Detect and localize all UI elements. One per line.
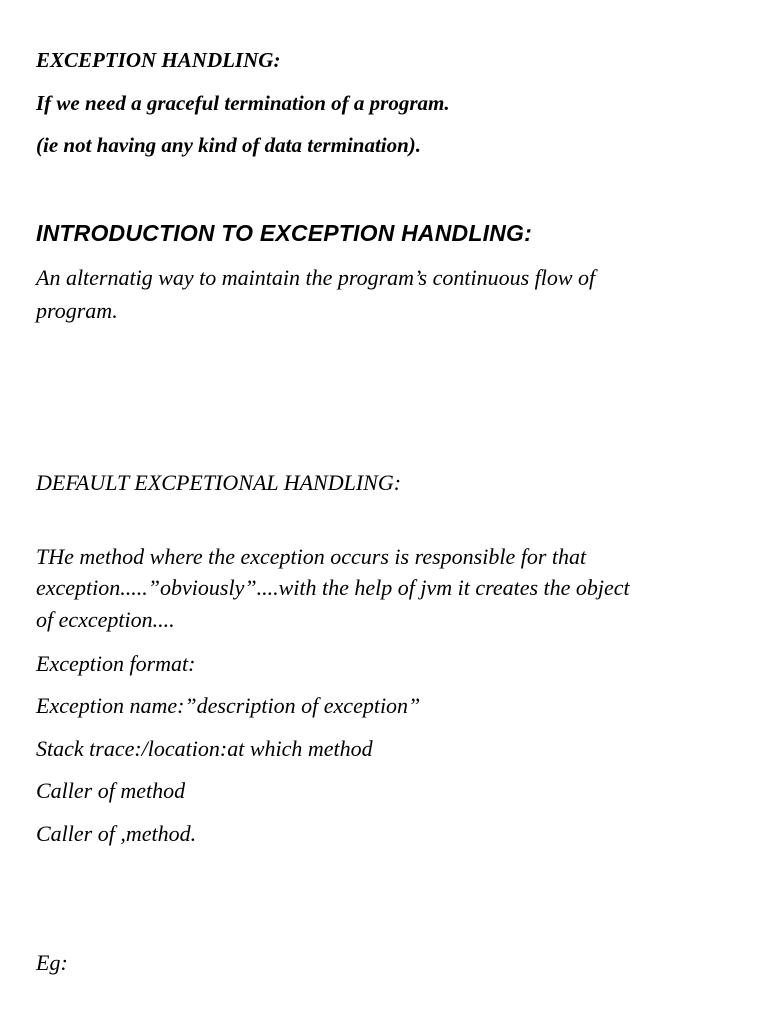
caller-of-method-line-2: Caller of ,method. (36, 821, 197, 846)
intro-line-no-data-termination: (ie not having any kind of data termination). (36, 133, 422, 157)
intro-paragraph-line-1: An alternatig way to maintain the program’s continuous flow of (36, 265, 596, 290)
heading-default-handling: DEFAULT EXCPETIONAL HANDLING: (36, 470, 402, 495)
heading-introduction: INTRODUCTION TO EXCEPTION HANDLING: (36, 220, 532, 246)
default-paragraph-line-1: THe method where the exception occurs is responsible for that (36, 544, 587, 569)
exception-name-line: Exception name:”description of exception” (36, 693, 421, 718)
caller-of-method-line: Caller of method (36, 778, 186, 803)
exception-format-label: Exception format: (36, 651, 196, 676)
stack-trace-line: Stack trace:/location:at which method (36, 736, 373, 761)
default-paragraph-line-3: of ecxception.... (36, 607, 175, 632)
default-paragraph-line-2: exception.....”obviously”....with the help of jvm it creates the object (36, 575, 630, 600)
heading-exception-handling: EXCEPTION HANDLING: (36, 48, 281, 72)
intro-paragraph-line-2: program. (36, 298, 118, 323)
example-label: Eg: (36, 950, 68, 975)
intro-line-graceful-termination: If we need a graceful termination of a program. (36, 91, 450, 115)
